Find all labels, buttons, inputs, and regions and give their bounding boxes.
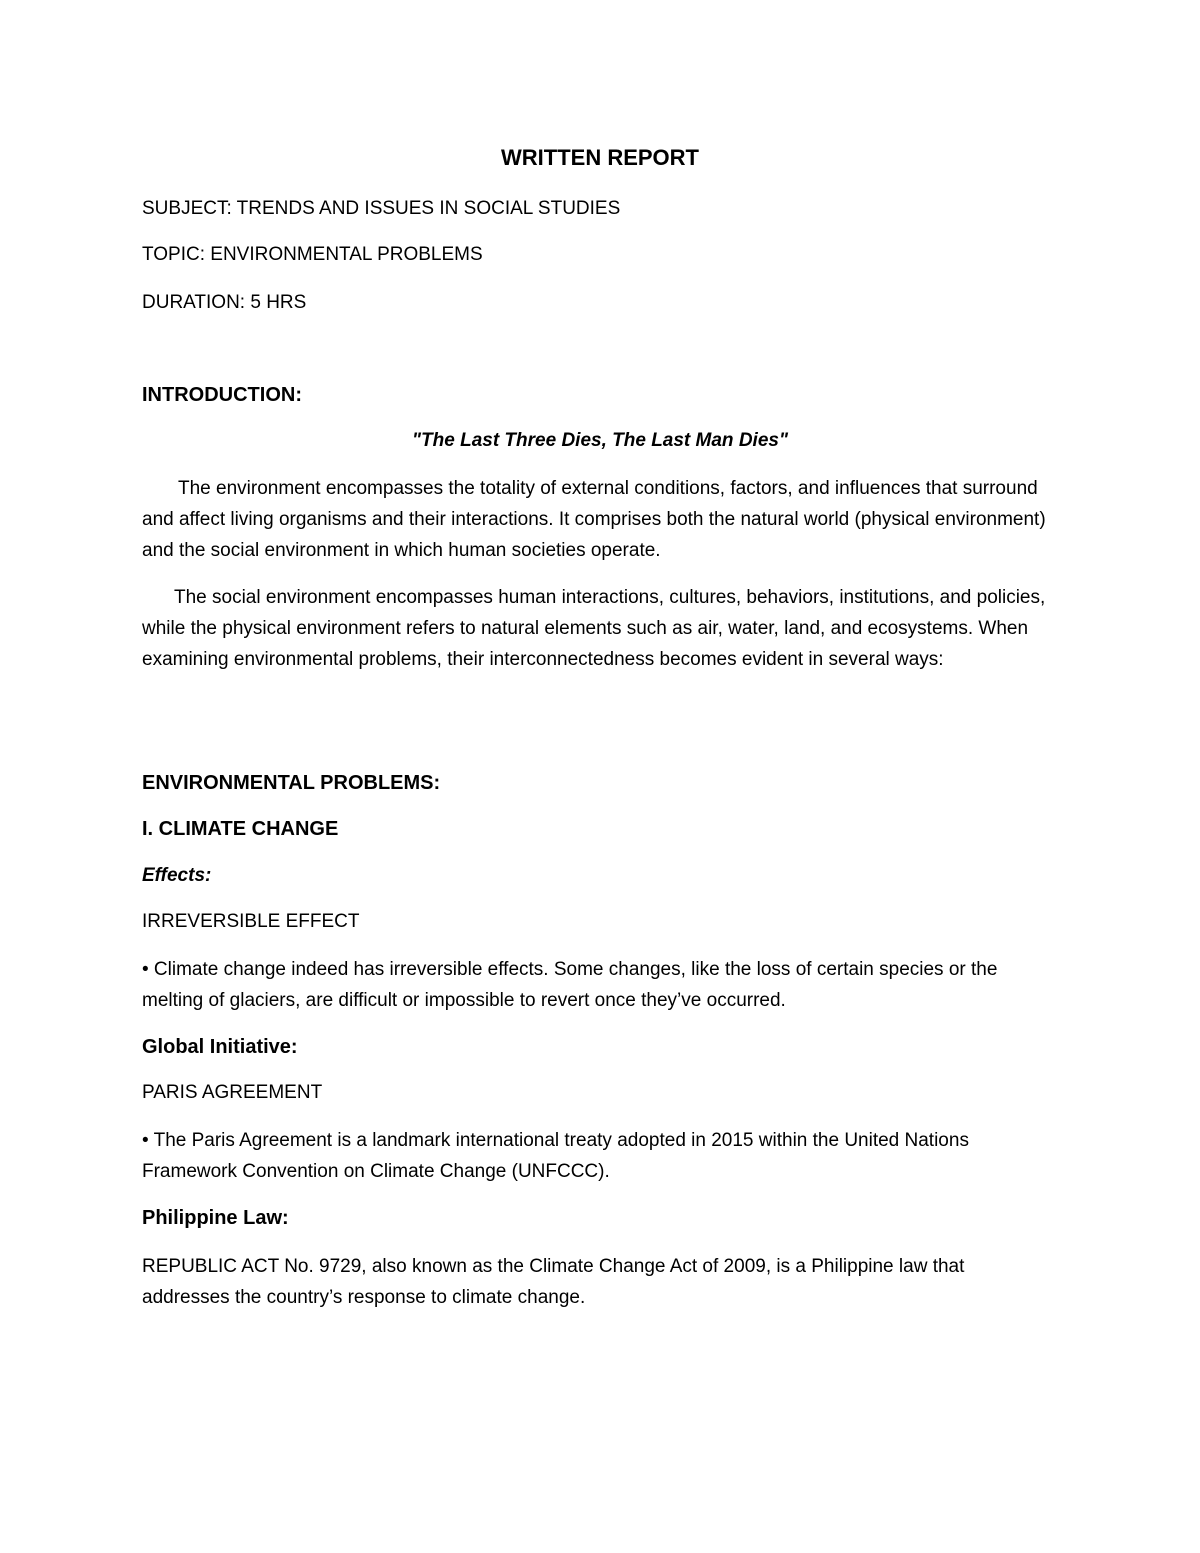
paris-agreement-label: PARIS AGREEMENT (142, 1082, 323, 1103)
introduction-heading: INTRODUCTION: (142, 384, 302, 406)
intro-paragraph-1: The environment encompasses the totality of external conditions, factors, and influences that surround and affect living organisms and their interactions. It comprises both the natural world (physical environment) and the social environment in which human societies operate. (142, 478, 1046, 561)
paris-agreement-text: • The Paris Agreement is a landmark international treaty adopted in 2015 within the United Nations Framework Convention on Climate Change (UNFCCC). (142, 1130, 969, 1182)
irreversible-effect-text: • Climate change indeed has irreversible effects. Some changes, like the loss of certain species or the melting of glaciers, are difficult or impossible to revert once they’ve occurred. (142, 959, 998, 1011)
climate-change-heading: I. CLIMATE CHANGE (142, 818, 339, 840)
environmental-problems-heading: ENVIRONMENTAL PROBLEMS: (142, 772, 441, 794)
document-title: WRITTEN REPORT (501, 145, 699, 170)
philippine-law-label: Philippine Law: (142, 1207, 289, 1229)
topic-line: TOPIC: ENVIRONMENTAL PROBLEMS (142, 244, 483, 265)
intro-paragraph-2: The social environment encompasses human interactions, cultures, behaviors, institutions, and policies, while the physical environment refers to natural elements such as air, water, land, and ecosystems. When examining environmental problems, their interconnectedness becomes evident in several ways: (142, 587, 1046, 670)
irreversible-effect-label: IRREVERSIBLE EFFECT (142, 911, 360, 932)
quote-line: "The Last Three Dies, The Last Man Dies" (412, 430, 788, 451)
effects-label: Effects: (142, 865, 212, 886)
philippine-law-text: REPUBLIC ACT No. 9729, also known as the Climate Change Act of 2009, is a Philippine law that addresses the country’s response to climate change. (142, 1256, 965, 1308)
subject-line: SUBJECT: TRENDS AND ISSUES IN SOCIAL STUDIES (142, 198, 621, 219)
global-initiative-label: Global Initiative: (142, 1036, 298, 1058)
duration-line: DURATION: 5 HRS (142, 292, 307, 313)
